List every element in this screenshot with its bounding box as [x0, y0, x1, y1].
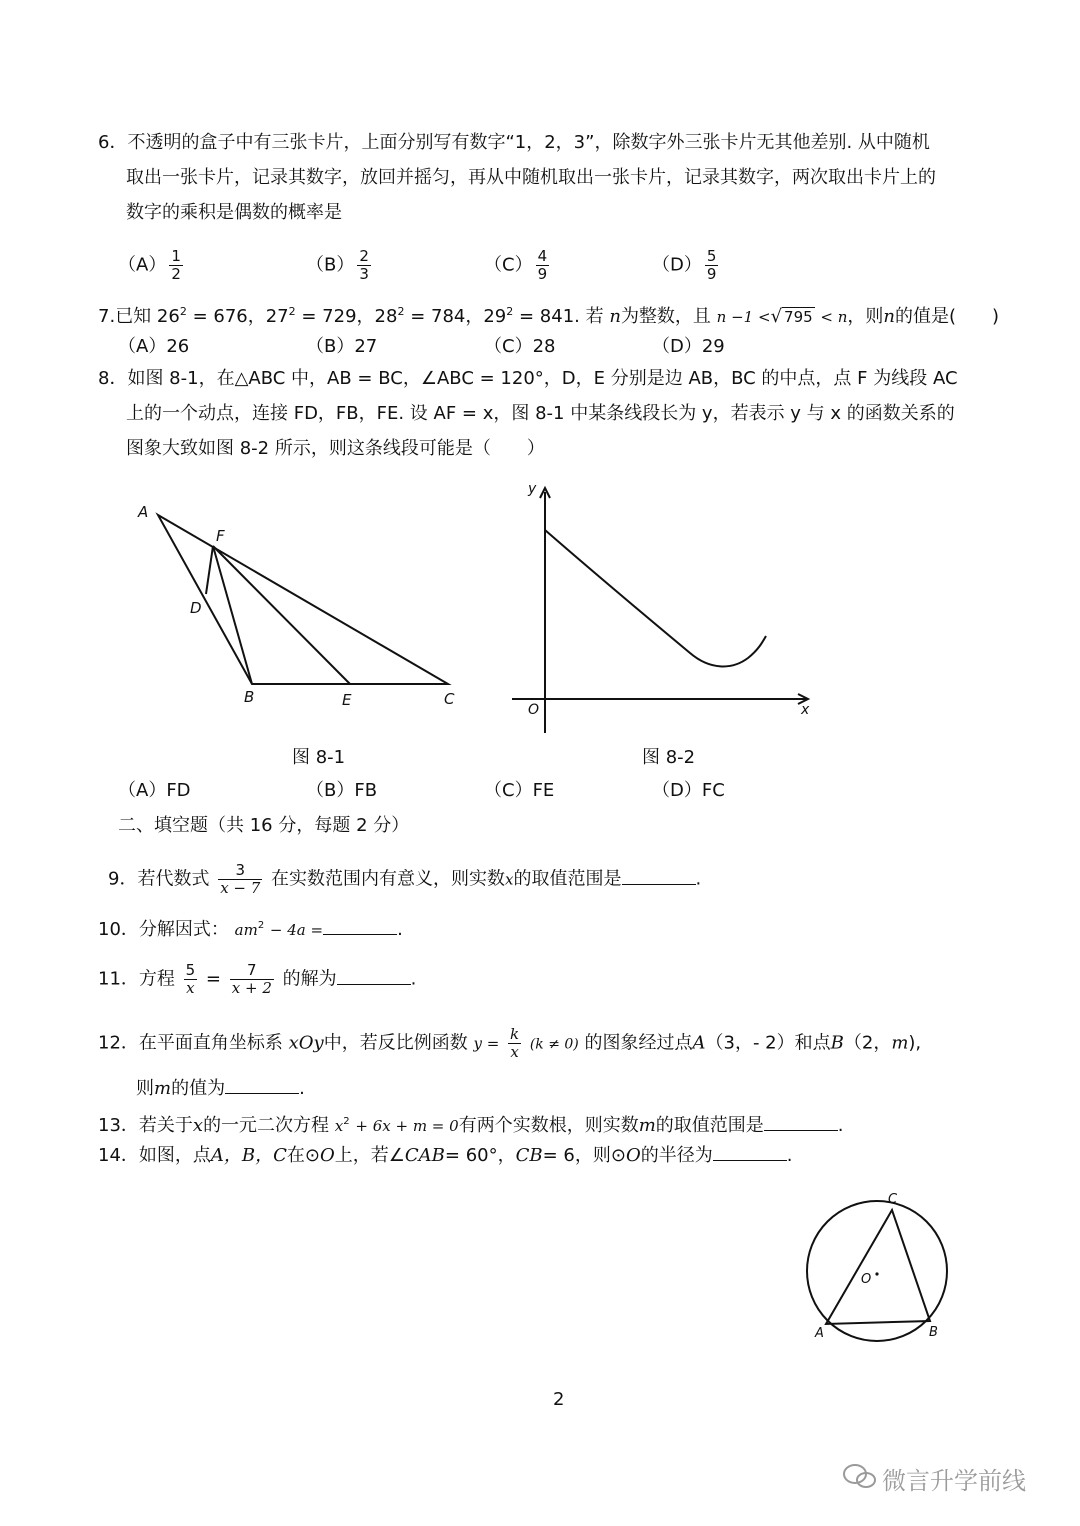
figure-8-1: [130, 495, 460, 715]
q9-answer-blank: [622, 866, 696, 885]
q8-line1: 8．如图 8-1，在△ABC 中，AB = BC，∠ABC = 120°，D，E 分别是边 AB，BC 的中点，点 F 为线段 AC: [98, 368, 958, 389]
q9: 9．若代数式 $\frac{3}{x - 7}$ 在实数范围内有意义，则实数x的取值范围是 .: [108, 861, 702, 897]
q8-line3: 图象大致如图 8-2 所示，则这条线段可能是（ ）: [126, 438, 545, 459]
figure-q14-circle: [800, 1185, 960, 1350]
q10-answer-blank: [323, 916, 397, 935]
label-d: D: [190, 599, 202, 617]
label-b: B: [929, 1325, 938, 1340]
label-c: C: [888, 1192, 898, 1207]
label-f: F: [216, 527, 225, 545]
function-curve: [545, 530, 766, 666]
q6-option-b: （B） $\frac{2}{3}$: [306, 247, 369, 283]
label-e: E: [342, 691, 352, 709]
page-number: 2: [553, 1389, 565, 1410]
q6-option-a: （A） $\frac{1}{2}$: [118, 247, 181, 283]
fig-8-2-caption: 图 8-2: [642, 747, 696, 768]
q13: 13．若关于x的一元二次方程 $x^2 + 6x + m = 0$有两个实数根，则实数m的取值范围是 .: [98, 1110, 844, 1138]
q12-line2: 则m的值为 .: [136, 1075, 305, 1101]
q8-line2: 上的一个动点，连接 FD，FB，FE. 设 AF = x，图 8-1 中某条线段长为 y，若表示 y 与 x 的函数关系的: [126, 403, 955, 424]
label-x: x: [801, 702, 810, 718]
label-a: A: [138, 503, 149, 521]
q6-line1: 6．不透明的盒子中有三张卡片，上面分别写有数字“1，2，3”，除数字外三张卡片无其他差别. 从中随机: [98, 132, 930, 153]
q6-option-c: （C） $\frac{4}{9}$: [484, 247, 548, 283]
q11-answer-blank: [337, 966, 411, 985]
q7-option-a: （A）26: [118, 336, 190, 357]
label-o: O: [861, 1272, 872, 1287]
q12-line1: 12．在平面直角坐标系 xOy中，若反比例函数 y = $\frac{k}{x}$ (k ≠ 0) 的图象经过点A（3，- 2）和点B（2，m),: [98, 1025, 922, 1061]
q7-option-c: （C）28: [484, 336, 556, 357]
figure-8-2: [510, 478, 820, 740]
q8-option-b: （B）FB: [306, 780, 378, 801]
label-b: B: [244, 688, 255, 706]
label-c: C: [444, 690, 455, 708]
fig-8-1-caption: 图 8-1: [292, 747, 346, 768]
watermark-text: 微言升学前线: [882, 1467, 1026, 1495]
q13-answer-blank: [764, 1112, 838, 1131]
q14-answer-blank: [713, 1142, 787, 1161]
q8-option-c: （C）FE: [484, 780, 555, 801]
q6-line3: 数字的乘积是偶数的概率是: [126, 202, 342, 223]
q8-option-a: （A）FD: [118, 780, 191, 801]
q7-option-b: （B）27: [306, 336, 378, 357]
wechat-logo-icon: [842, 1462, 878, 1490]
q7-option-d: （D）29: [652, 336, 725, 357]
q12-answer-blank: [225, 1075, 299, 1094]
center-point: [875, 1272, 878, 1275]
label-y: y: [528, 481, 537, 497]
q7-stem: 7.已知 $26^2 = 676$，$27^2 = 729$，$28^2 = 784$，$29^2 = 841$. 若 n为整数，且 n −1 <√ 795 < n，则n的值是( ): [98, 305, 1000, 327]
label-a: A: [815, 1326, 824, 1341]
q8-option-d: （D）FC: [652, 780, 725, 801]
q10: 10．分解因式： $am^2 - 4a$ = .: [98, 914, 403, 942]
q6-line2: 取出一张卡片，记录其数字，放回并摇匀，再从中随机取出一张卡片，记录其数字，两次取出卡片上的: [126, 167, 936, 188]
segment-fd: [206, 546, 213, 594]
label-origin: O: [528, 702, 540, 718]
q11: 11．方程 $\frac{5}{x}$ = $\frac{7}{x + 2}$ 的解为 .: [98, 961, 417, 997]
section-2-heading: 二、填空题（共 16 分，每题 2 分）: [118, 815, 410, 836]
triangle-abc-inscribed: [826, 1210, 930, 1324]
q14: 14．如图，点A，B，C在⊙O上，若∠CAB= 60°，CB= 6，则⊙O的半径为 .: [98, 1142, 792, 1168]
q6-option-d: （D） $\frac{5}{9}$: [652, 247, 717, 283]
